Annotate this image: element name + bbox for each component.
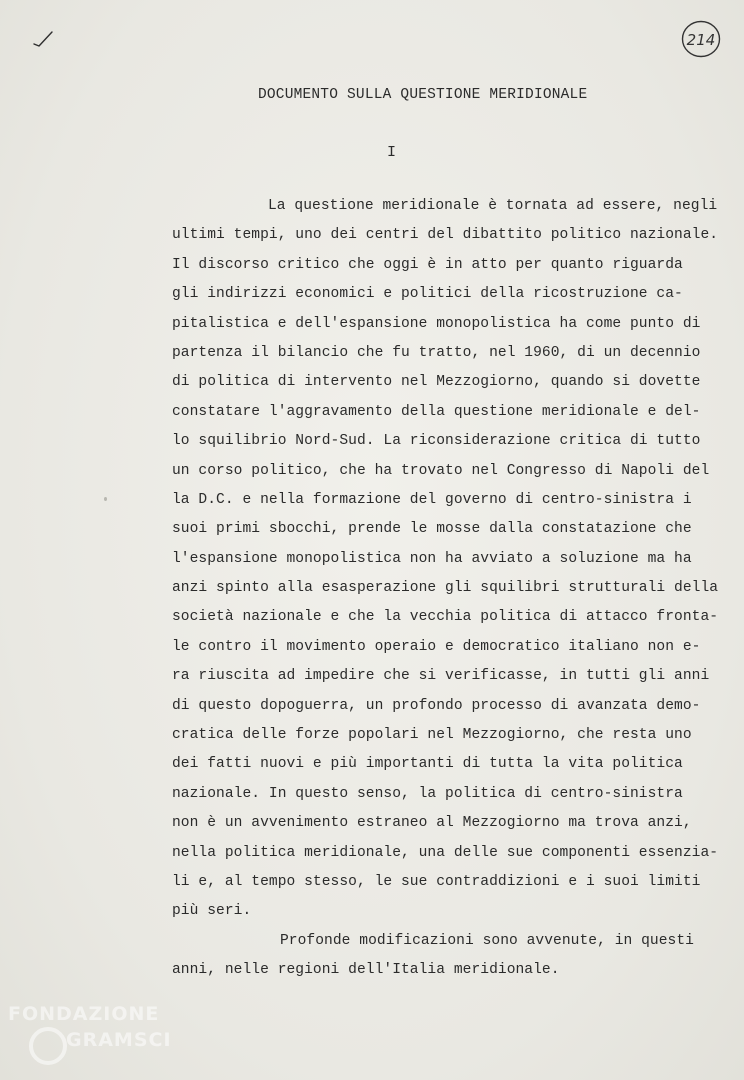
text-line: ultimi tempi, uno dei centri del dibattito politico nazionale. — [172, 227, 719, 244]
page-number-stamp — [680, 18, 722, 60]
text-line: anni, nelle regioni dell'Italia meridionale. — [172, 962, 560, 979]
watermark-line-2: GRAMSCI — [66, 1029, 172, 1051]
text-line: Il discorso critico che oggi è in atto per quanto riguarda — [172, 256, 683, 273]
text-line: di politica di intervento nel Mezzogiorno, quando si dovette — [172, 374, 701, 391]
check-mark-icon — [30, 26, 56, 52]
text-line: pitalistica e dell'espansione monopolistica ha come punto di — [172, 315, 701, 332]
body-text — [172, 192, 737, 986]
text-line: La questione meridionale è tornata ad essere, negli — [268, 198, 718, 214]
text-line: anzi spinto alla esasperazione gli squilibri strutturali della — [172, 580, 719, 597]
text-line: dei fatti nuovi e più importanti di tutta la vita politica — [172, 756, 683, 773]
text-line: gli indirizzi economici e politici della ricostruzione ca- — [172, 286, 683, 303]
foundation-watermark-logo — [8, 996, 208, 1076]
text-line: constatare l'aggravamento della questione meridionale e del- — [172, 403, 701, 420]
page-number: 214 — [686, 31, 716, 49]
section-numeral: I — [387, 144, 397, 161]
watermark-line-1: FONDAZIONE — [8, 1003, 160, 1025]
text-line: di questo dopoguerra, un profondo processo di avanzata demo- — [172, 697, 701, 714]
text-line: più seri. — [172, 903, 252, 920]
text-line: suoi primi sbocchi, prende le mosse dalla constatazione che — [172, 521, 692, 538]
text-line: non è un avvenimento estraneo al Mezzogiorno ma trova anzi, — [172, 815, 692, 832]
text-line: ra riuscita ad impedire che si verificasse, in tutti gli anni — [172, 668, 710, 685]
text-line: le contro il movimento operaio e democratico italiano non e- — [172, 638, 701, 655]
text-line: la D.C. e nella formazione del governo di centro-sinistra i — [172, 491, 692, 508]
text-line: nella politica meridionale, una delle sue componenti essenzia- — [172, 844, 719, 861]
text-line: l'espansione monopolistica non ha avviato a soluzione ma ha — [172, 550, 692, 567]
text-line: Profonde modificazioni sono avvenute, in questi — [280, 932, 694, 949]
text-line: un corso politico, che ha trovato nel Congresso di Napoli del — [172, 462, 710, 479]
text-line: nazionale. In questo senso, la politica di centro-sinistra — [172, 785, 683, 802]
text-line: società nazionale e che la vecchia politica di attacco fronta- — [172, 609, 719, 626]
text-line: cratica delle forze popolari nel Mezzogiorno, che resta uno — [172, 727, 692, 744]
paper-speck — [104, 497, 107, 501]
text-line: lo squilibrio Nord-Sud. La riconsiderazione critica di tutto — [172, 433, 701, 450]
text-line: partenza il bilancio che fu tratto, nel 1960, di un decennio — [172, 344, 701, 361]
text-line: li e, al tempo stesso, le sue contraddizioni e i suoi limiti — [172, 873, 701, 890]
document-title: DOCUMENTO SULLA QUESTIONE MERIDIONALE — [258, 87, 588, 103]
